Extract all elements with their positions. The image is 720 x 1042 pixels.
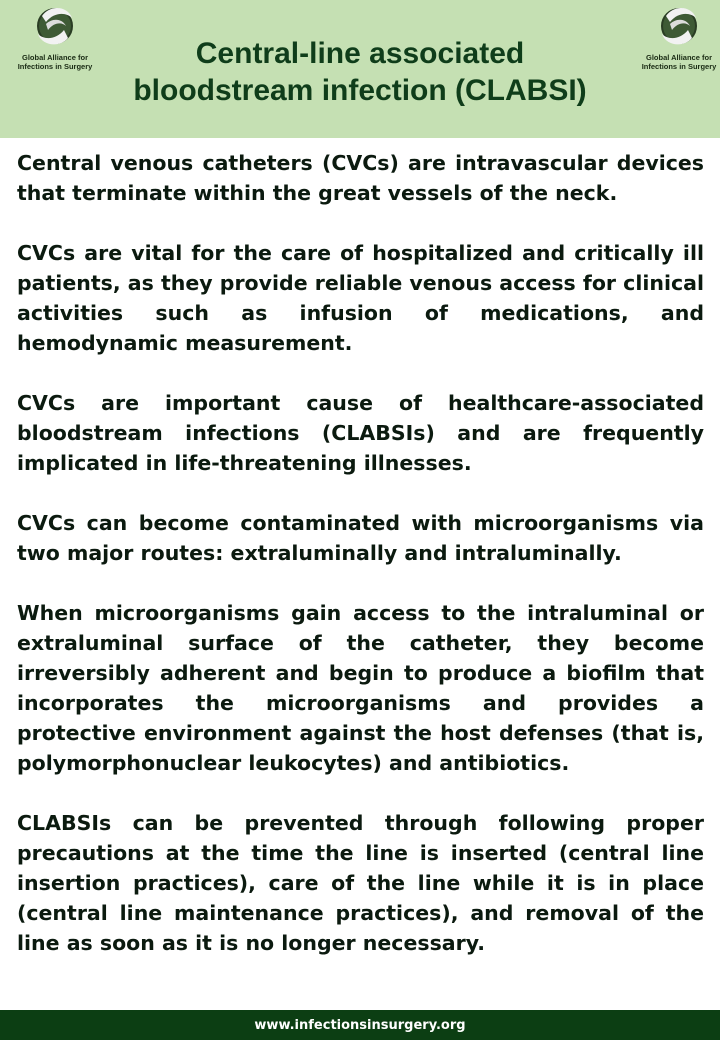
logo-right [624,2,720,71]
page-title [0,35,720,109]
globe-swirl-icon [656,2,702,52]
logo-right-text: Global Alliance for Infections in Surgery [641,53,717,71]
title-line-2: bloodstream infection (CLABSI) [133,74,587,107]
footer-url[interactable]: www.infectionsinsurgery.org [254,1018,466,1033]
title-line-1: Central-line associated [195,37,525,70]
paragraph-biofilm: When microorganisms gain access to the intraluminal or extraluminal surface of the catheter, they become irreversibly adherent and begin to produce a biofilm that incorporates the microorganisms and provides a protective environment against the host defenses (that is, polymorphonuclear leukocytes) and antibiotics. [17,601,704,775]
paragraph-cvc-infections: CVCs are important cause of healthcare-associated bloodstream infections (CLABSIs) and are frequently implicated in life-threatening illnesses. [17,391,704,475]
footer-bar [0,1010,720,1040]
paragraph-prevention: CLABSIs can be prevented through following proper precautions at the time the line is inserted (central line insertion practices), care of the line while it is in place (central line maintenance practices), and removal of the line as soon as it is no longer necessary. [17,811,704,955]
body-text [17,148,704,988]
paragraph-cvc-definition: Central venous catheters (CVCs) are intravascular devices that terminate within the great vessels of the neck. [17,151,704,205]
paragraph-contamination-routes: CVCs can become contaminated with microorganisms via two major routes: extraluminally and intraluminally. [17,511,704,565]
header-banner [0,0,720,138]
paragraph-cvc-importance: CVCs are vital for the care of hospitalized and critically ill patients, as they provide reliable venous access for clinical activities such as infusion of medications, and hemodynamic measurement. [17,241,704,355]
logo-left-text: Global Alliance for Infections in Surgery [17,53,93,71]
